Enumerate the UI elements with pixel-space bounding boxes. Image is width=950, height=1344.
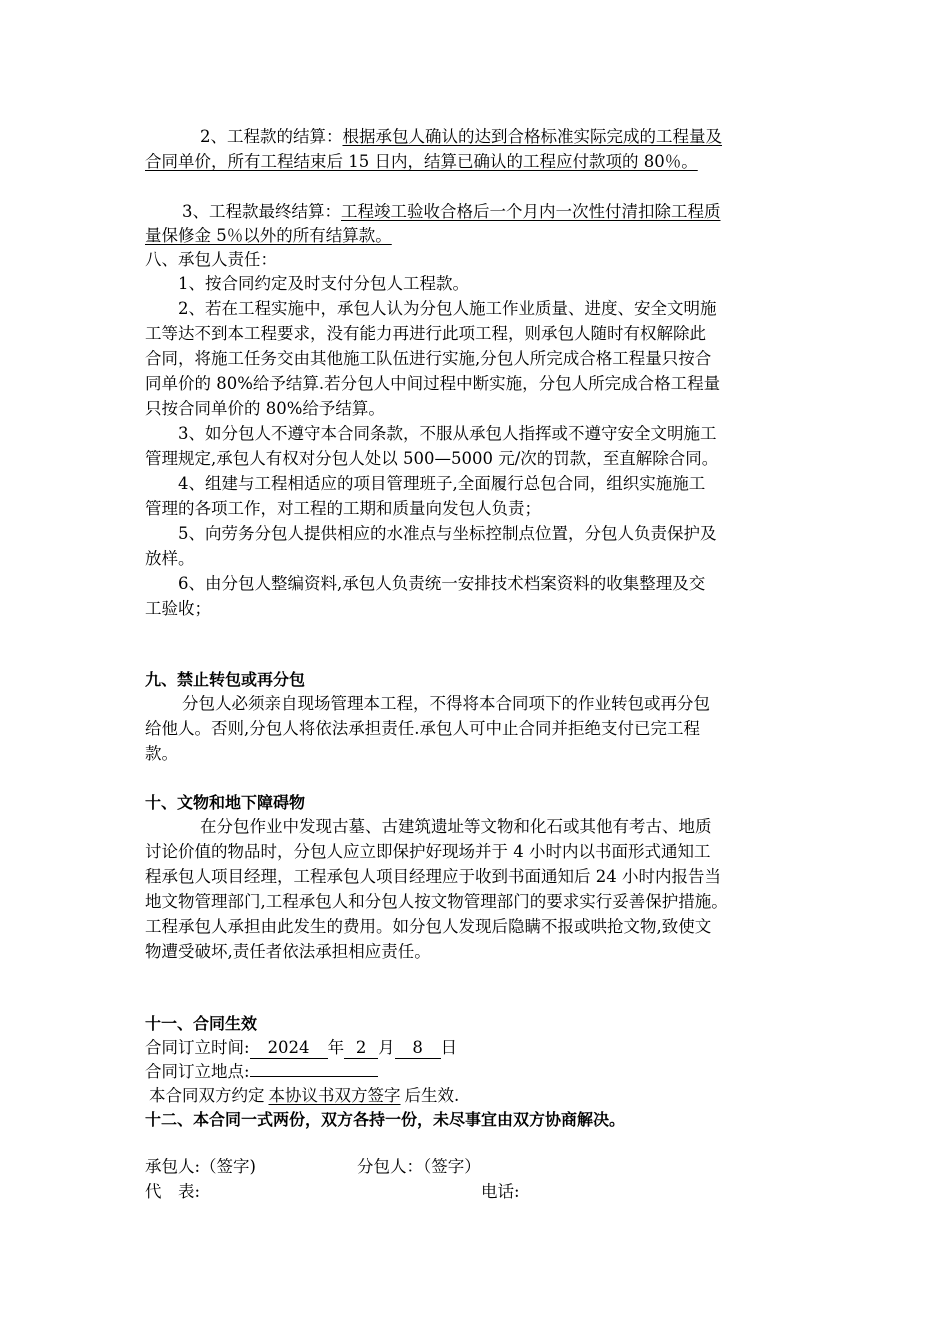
section-9-title: 九、禁止转包或再分包 bbox=[145, 670, 306, 689]
section-10-title: 十、文物和地下障碍物 bbox=[145, 793, 306, 812]
section-9-line: 分包人必须亲自现场管理本工程，不得将本合同项下的作业转包或再分包 bbox=[182, 694, 710, 713]
contract-place-field bbox=[250, 1076, 378, 1077]
section-12-title: 十二、本合同一式两份，双方各持一份，未尽事宜由双方协商解决。 bbox=[145, 1110, 626, 1129]
section-10-line: 讨论价值的物品时，分包人应立即保护好现场并于 4 小时内以书面形式通知工 bbox=[145, 842, 711, 861]
contract-month-field: 2 bbox=[344, 1038, 378, 1059]
contract-year-field: 2024 bbox=[250, 1038, 328, 1059]
section-9-line: 给他人。否则,分包人将依法承担责任.承包人可中止合同并拒绝支付已完工程 bbox=[145, 719, 700, 738]
section-10-line: 地文物管理部门,工程承包人和分包人按文物管理部门的要求实行妥善保护措施。 bbox=[145, 892, 728, 911]
section-8-line: 工验收； bbox=[145, 599, 211, 618]
representative-label: 代 表: bbox=[145, 1182, 201, 1201]
section-8-line: 工等达不到本工程要求，没有能力再进行此项工程，则承包人随时有权解除此 bbox=[145, 324, 706, 343]
contract-place-line: 合同订立地点: bbox=[145, 1060, 378, 1084]
section-10-line: 在分包作业中发现古墓、古建筑遗址等文物和化石或其他有考古、地质 bbox=[200, 817, 712, 836]
payment-settlement-line-1: 2、工程款的结算：根据承包人确认的达到合格标准实际完成的工程量及 bbox=[200, 127, 722, 146]
final-settlement-line-1: 3、工程款最终结算：工程竣工验收合格后一个月内一次性付清扣除工程质 bbox=[182, 202, 721, 221]
section-8-line: 5、向劳务分包人提供相应的水准点与坐标控制点位置，分包人负责保护及 bbox=[178, 524, 717, 543]
section-8-line: 放样。 bbox=[145, 549, 195, 568]
section-8-title: 八、承包人责任： bbox=[145, 250, 277, 269]
section-8-line: 3、如分包人不遵守本合同条款，不服从承包人指挥或不遵守安全文明施工 bbox=[178, 424, 717, 443]
section-8-line: 合同，将施工任务交由其他施工队伍进行实施,分包人所完成合格工程量只按合 bbox=[145, 349, 712, 368]
section-10-line: 工程承包人承担由此发生的费用。如分包人发现后隐瞒不报或哄抢文物,致使文 bbox=[145, 917, 712, 936]
section-8-line: 只按合同单价的 80%给予结算。 bbox=[145, 399, 385, 418]
section-8-line: 4、组建与工程相适应的项目管理班子,全面履行总包合同，组织实施施工 bbox=[178, 474, 706, 493]
phone-label: 电话: bbox=[481, 1182, 520, 1201]
section-8-line: 6、由分包人整编资料,承包人负责统一安排技术档案资料的收集整理及交 bbox=[178, 574, 706, 593]
section-10-line: 程承包人项目经理，工程承包人项目经理应于收到书面通知后 24 小时内报告当 bbox=[145, 867, 721, 886]
subcontractor-signature-label: 分包人：（签字） bbox=[357, 1157, 481, 1176]
section-8-line: 管理的各项工作，对工程的工期和质量向发包人负责； bbox=[145, 499, 541, 518]
payment-settlement-line-2: 合同单价，所有工程结束后 15 日内，结算已确认的工程应付款项的 80％。 bbox=[145, 152, 698, 171]
contractor-signature-label: 承包人:（签字) bbox=[145, 1157, 256, 1176]
contract-effect-line: 本合同双方约定 本协议书双方签字 后生效. bbox=[149, 1086, 460, 1105]
contract-day-field: 8 bbox=[395, 1038, 441, 1059]
section-8-line: 2、若在工程实施中，承包人认为分包人施工作业质量、进度、安全文明施 bbox=[178, 299, 717, 318]
section-11-title: 十一、合同生效 bbox=[145, 1014, 258, 1033]
section-10-line: 物遭受破坏,责任者依法承担相应责任。 bbox=[145, 942, 431, 961]
contract-date-line: 合同订立时间: 2024 年 2 月 8 日 bbox=[145, 1038, 458, 1057]
section-8-line: 管理规定,承包人有权对分包人处以 500—5000 元/次的罚款，至直解除合同。 bbox=[145, 449, 719, 468]
section-8-line: 同单价的 80%给予结算.若分包人中间过程中断实施，分包人所完成合格工程量 bbox=[145, 374, 721, 393]
final-settlement-line-2: 量保修金 5％以外的所有结算款。 bbox=[145, 226, 392, 245]
section-9-line: 款。 bbox=[145, 744, 178, 763]
section-8-line: 1、按合同约定及时支付分包人工程款。 bbox=[178, 274, 469, 293]
